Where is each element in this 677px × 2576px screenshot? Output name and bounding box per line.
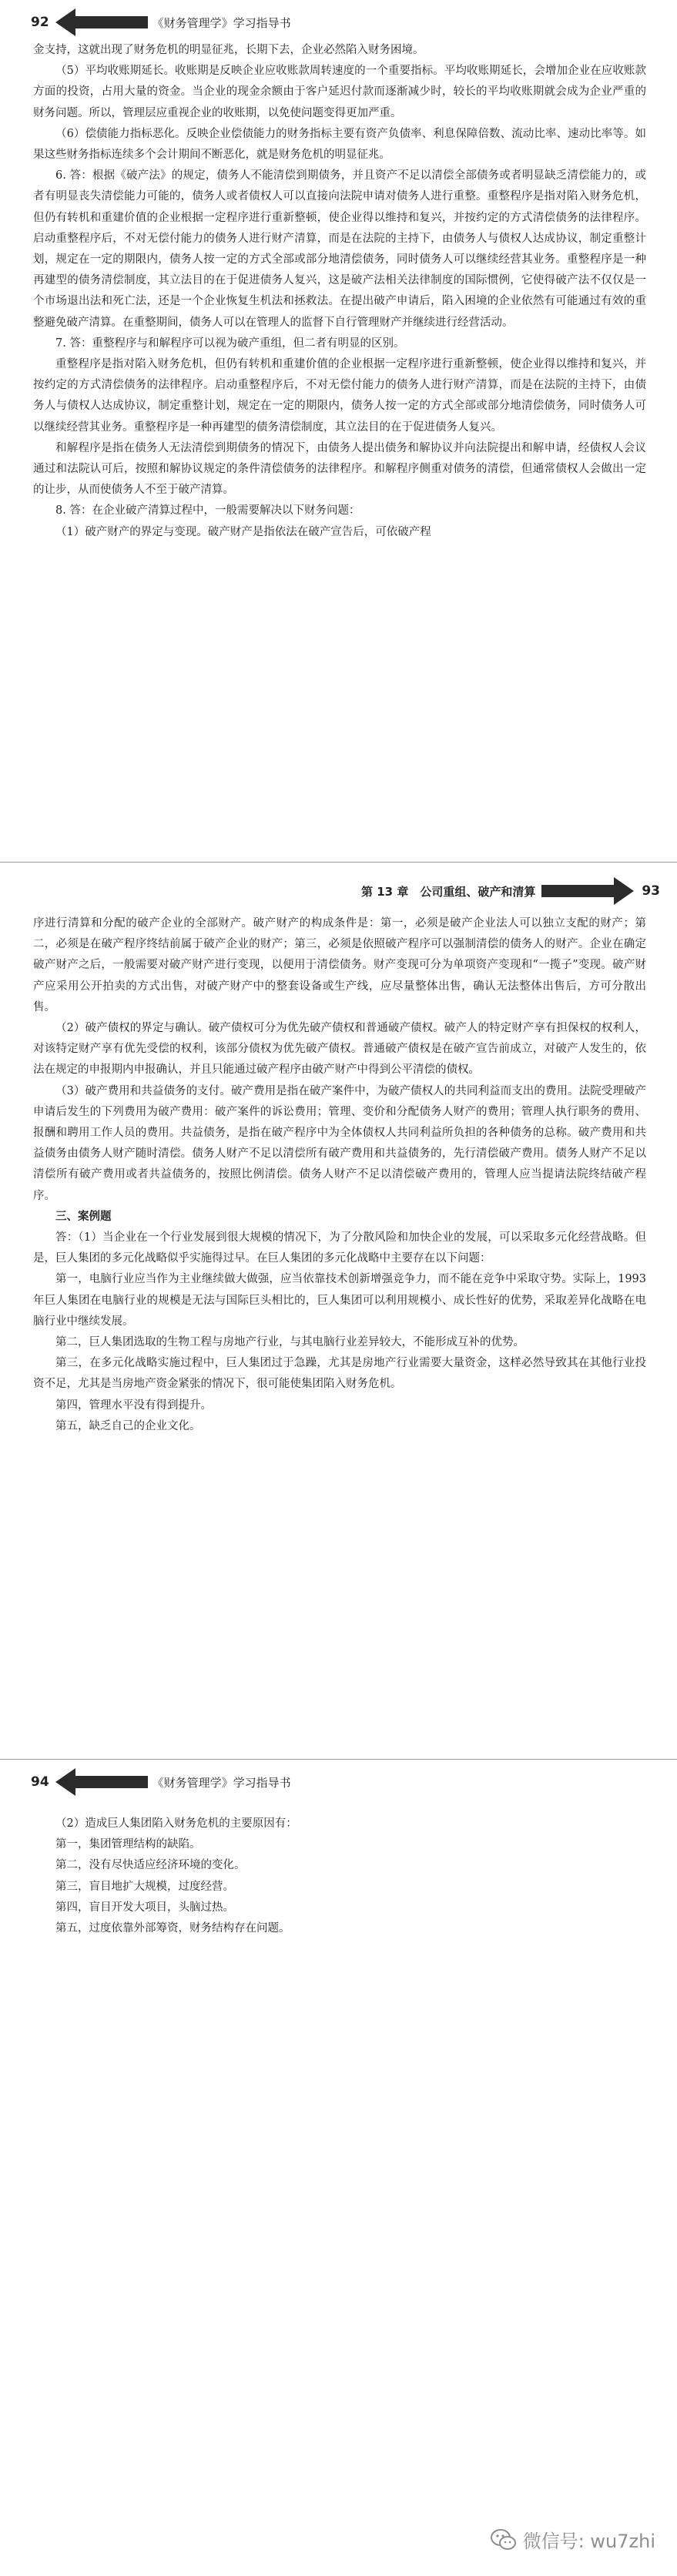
page-body	[33, 1814, 646, 1939]
paragraph: （2）造成巨人集团陷入财务危机的主要原因有：	[55, 1817, 297, 1830]
paragraph: 7. 答：重整程序与和解程序可以视为破产重组，但二者有明显的区别。	[55, 337, 405, 350]
paragraph: 金支持，这就出现了财务危机的明显征兆，长期下去，企业必然陷入财务困境。	[33, 44, 424, 56]
arrow-right-icon	[541, 876, 634, 906]
paragraph: （1）破产财产的界定与变现。破产财产是指依法在破产宣告后，可依破产程	[55, 525, 431, 538]
page-93	[0, 863, 677, 1760]
paragraph: 第四，管理水平没有得到提升。	[55, 1399, 212, 1412]
page-94	[0, 1760, 677, 2576]
chapter-title: 第 13 章 公司重组、破产和清算	[361, 884, 536, 899]
paragraph: 答：（1）当企业在一个行业发展到很大规模的情况下，为了分散风险和加快企业的发展，可以采取多元化经营战略。但是，巨人集团的多元化战略似乎实施得过早。在巨人集团的多元化战略中主要存在以下问题：	[33, 1231, 646, 1265]
page-header	[361, 873, 660, 909]
book-title: 《财务管理学》学习指导书	[152, 15, 291, 30]
paragraph: （2）破产债权的界定与确认。破产债权可分为优先破产债权和普通破产债权。破产人的特定财产享有担保权的权利人，对该特定财产享有优先受偿的权利，该部分债权为优先破产债权。普通破产债权是在破产宣告前成立，对破产人发生的，依法在规定的申报期内申报确认，并且只能通过破产程序由破产财产中得到公平清偿的债权。	[33, 1022, 646, 1077]
paragraph: 第一，集团管理结构的缺陷。	[55, 1838, 201, 1851]
page-92	[0, 0, 677, 863]
page-number: 92	[31, 15, 49, 30]
paragraph: 序进行清算和分配的破产企业的全部财产。破产财产的构成条件是：第一，必须是破产企业法人可以独立支配的财产；第二，必须是在破产程序终结前属于破产企业的财产；第三，必须是依照破产程序可以强制清偿的债务人的财产。企业在确定破产财产之后，一般需要对破产财产进行变现，以便用于清偿债务。财产变现可分为单项资产变现和“一揽子”变现。破产财产应采用公开拍卖的方式出售，对破产财产中的整套设备或生产线，应尽量整体出售，确认无法整体出售后，方可分散出售。	[33, 917, 646, 1013]
paragraph: 第五，缺乏自己的企业文化。	[55, 1419, 201, 1432]
watermark-text: 微信号: wu7zhi	[522, 2531, 655, 2552]
paragraph: （3）破产费用和共益债务的支付。破产费用是指在破产案件中，为破产债权人的共同利益而支出的费用。法院受理破产申请后发生的下列费用为破产费用：破产案件的诉讼费用；管理、变价和分配债务人财产的费用；管理人执行职务的费用、报酬和聘用工作人员的费用。共益债务，是指在破产程序中为全体债权人共同利益所负担的各种债务的总称。破产费用和共益债务由债务人财产随时清偿。债务人财产不足以清偿所有破产费用和共益债务的，先行清偿破产费用。债务人财产不足以清偿所有破产费用或者共益债务的，按照比例清偿。债务人财产不足以清偿破产费用的，管理人应当提请法院终结破产程序。	[33, 1084, 646, 1202]
paragraph: 6. 答：根据《破产法》的规定，债务人不能清偿到期债务，并且资产不足以清偿全部债务或者明显缺乏清偿能力的，或者有明显丧失清偿能力可能的，债务人或者债权人可以直接向法院申请对债务人进行重整。重整程序是指对陷入财务危机，但仍有转机和重建价值的企业根据一定程序进行重新整顿，使企业得以维持和复兴，并按约定的方式清偿债务的法律程序。启动重整程序后，不对无偿付能力的债务人进行财产清算，而是在法院的主持下，由债务人与债权人达成协议，制定重整计划，规定在一定的期限内，债务人按一定的方式全部或部分地清偿债务，同时债务人可以继续经营其业务。重整程序是一种再建型的债务清偿制度，其立法目的在于促进债务人复兴，这是破产法相关法律制度的国际惯例，它使得破产法不仅仅是一个市场退出法和死亡法，还是一个企业恢复生机法和拯救法。在提出破产申请后，陷入困境的企业依然有可能通过有效的重整避免破产清算。在重整期间，债务人可以在管理人的监督下自行管理财产并继续进行经营活动。	[33, 169, 646, 329]
paragraph: （5）平均收账期延长。收账期是反映企业应收账款周转速度的一个重要指标。平均收账期延长，会增加企业在应收账款方面的投资，占用大量的资金。当企业的现金余额由于客户延迟付款而逐渐减少时，较长的平均收账期就会成为企业严重的财务问题。所以，管理层应重视企业的收账期，以免使问题变得更加严重。	[33, 65, 646, 119]
book-title: 《财务管理学》学习指导书	[152, 1775, 291, 1790]
paragraph: 第三，在多元化战略实施过程中，巨人集团过于急躁，尤其是房地产行业需要大量资金，这样必然导致其在其他行业投资不足，尤其是当房地产资金紧张的情况下，很可能使集团陷入财务危机。	[33, 1357, 646, 1391]
paragraph: 重整程序是指对陷入财务危机，但仍有转机和重建价值的企业根据一定程序进行重新整顿，使企业得以维持和复兴，并按约定的方式清偿债务的法律程序。启动重整程序后，不对无偿付能力的债务人进行财产清算，而是在法院的主持下，由债务人与债权人达成协议，制定重整计划，规定在一定的期限内，债务人按一定的方式全部或部分地清偿债务，同时债务人可以继续经营其业务。重整程序是一种再建型的债务清偿制度，其立法目的在于促进债务人复兴。	[33, 358, 646, 434]
paragraph: 第三，盲目地扩大规模，过度经营。	[55, 1880, 234, 1893]
page-number: 94	[31, 1774, 49, 1790]
page-number: 93	[642, 883, 660, 899]
page-header	[31, 5, 291, 40]
section-heading: 三、案例题	[55, 1210, 112, 1223]
arrow-left-icon	[55, 1767, 148, 1797]
paragraph: 第五，过度依靠外部筹资，财务结构存在问题。	[55, 1922, 290, 1935]
paragraph: 和解程序是指在债务人无法清偿到期债务的情况下，由债务人提出债务和解协议并向法院提出和解申请，经债权人会议通过和法院认可后，按照和解协议规定的条件清偿债务的法律程序。和解程序侧重对债务的清偿，但通常债权人会做出一定的让步，从而使债务人不至于破产清算。	[33, 441, 646, 497]
watermark	[491, 2526, 655, 2553]
paragraph: 第二，巨人集团选取的生物工程与房地产行业，与其电脑行业差异较大，不能形成互补的优势。	[55, 1336, 525, 1349]
paragraph: 第一，电脑行业应当作为主业继续做大做强，应当依靠技术创新增强竞争力，而不能在竞争中采取守势。实际上，1993 年巨人集团在电脑行业的规模是无法与国际巨头相比的，巨人集团可以利用规模小、成长性好的优势，采取差异化战略在电脑行业中继续发展。	[33, 1273, 646, 1328]
page-body	[33, 913, 646, 1437]
page-body	[33, 40, 646, 543]
page-header	[31, 1764, 291, 1800]
arrow-left-icon	[55, 7, 148, 38]
paragraph: 第二，没有尽快适应经济环境的变化。	[55, 1859, 246, 1872]
wechat-icon	[491, 2528, 517, 2551]
paragraph: 第四，盲目开发大项目，头脑过热。	[55, 1901, 234, 1914]
paragraph: 8. 答：在企业破产清算过程中，一般需要解决以下财务问题：	[55, 504, 360, 518]
paragraph: （6）偿债能力指标恶化。反映企业偿债能力的财务指标主要有资产负债率、利息保障倍数、流动比率、速动比率等。如果这些财务指标连续多个会计期间不断恶化，就是财务危机的明显征兆。	[33, 127, 646, 162]
